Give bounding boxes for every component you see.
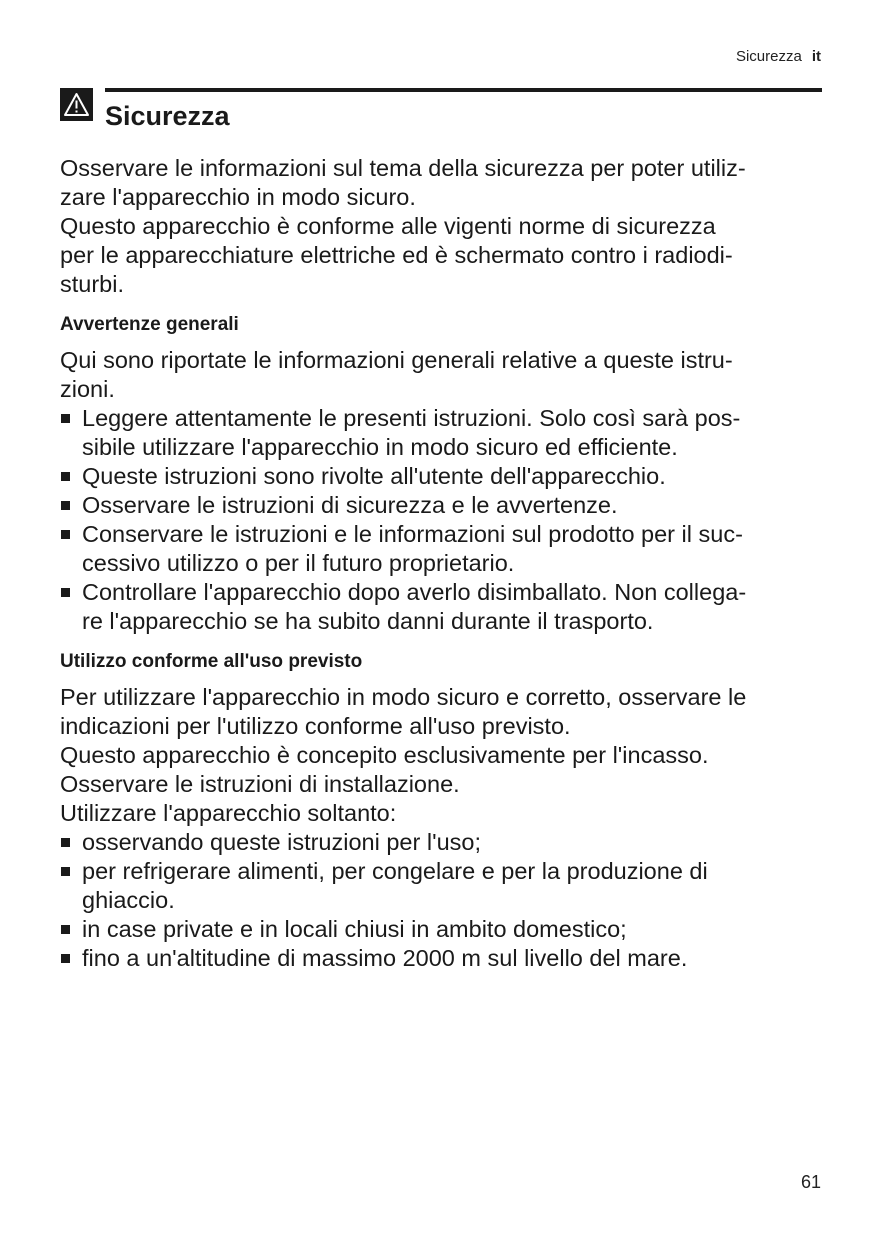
list-item-line: osservando queste istruzioni per l'uso; xyxy=(82,829,481,855)
intro-line: per le apparecchiature elettriche ed è schermato contro i radiodi- xyxy=(60,242,733,268)
list-item-line: re l'apparecchio se ha subito danni durante il trasporto. xyxy=(82,608,654,634)
general-list xyxy=(60,404,822,636)
list-item xyxy=(60,828,822,857)
list-item xyxy=(60,857,822,915)
list-item-line: ghiaccio. xyxy=(82,887,175,913)
intro-line: Osservare le informazioni sul tema della sicurezza per poter utiliz- xyxy=(60,155,746,181)
bullet-icon xyxy=(61,954,70,963)
header-section: Sicurezza xyxy=(735,48,802,65)
running-header xyxy=(736,48,821,65)
usage-intro-line: Per utilizzare l'apparecchio in modo sicuro e corretto, osservare le xyxy=(60,684,747,710)
intro-line: sturbi. xyxy=(60,271,124,297)
bullet-icon xyxy=(61,414,70,423)
list-item-line: Leggere attentamente le presenti istruzioni. Solo così sarà pos- xyxy=(82,405,741,431)
list-item xyxy=(60,944,822,973)
usage-list xyxy=(60,828,822,973)
list-item-line: Controllare l'apparecchio dopo averlo disimballato. Non collega- xyxy=(82,579,747,605)
list-item-line: fino a un'altitudine di massimo 2000 m sul livello del mare. xyxy=(82,945,688,971)
list-item-line: per refrigerare alimenti, per congelare e per la produzione di xyxy=(82,858,708,884)
general-intro-line: zioni. xyxy=(60,376,115,402)
general-heading: Avvertenze generali xyxy=(60,314,239,335)
list-item xyxy=(60,520,822,578)
bullet-icon xyxy=(61,501,70,510)
section-heading xyxy=(60,88,822,134)
list-item-line: in case private e in locali chiusi in ambito domestico; xyxy=(82,916,627,942)
usage-intro xyxy=(60,683,822,828)
bullet-icon xyxy=(61,530,70,539)
list-item xyxy=(60,578,822,636)
bullet-icon xyxy=(61,867,70,876)
list-item-line: Conservare le istruzioni e le informazioni sul prodotto per il suc- xyxy=(82,521,743,547)
section-title: Sicurezza xyxy=(105,101,230,131)
bullet-icon xyxy=(61,925,70,934)
intro-paragraph xyxy=(60,154,822,299)
usage-intro-line: Questo apparecchio è concepito esclusivamente per l'incasso. xyxy=(60,742,709,768)
list-item xyxy=(60,462,822,491)
usage-heading: Utilizzo conforme all'uso previsto xyxy=(60,651,363,672)
list-item xyxy=(60,915,822,944)
general-intro-line: Qui sono riportate le informazioni generali relative a queste istru- xyxy=(60,347,733,373)
usage-intro-line: Utilizzare l'apparecchio soltanto: xyxy=(60,800,397,826)
list-item-line: cessivo utilizzo o per il futuro proprietario. xyxy=(82,550,515,576)
page-number: 61 xyxy=(800,1172,821,1192)
header-lang: it xyxy=(811,48,821,65)
bullet-icon xyxy=(61,838,70,847)
list-item-line: sibile utilizzare l'apparecchio in modo sicuro ed efficiente. xyxy=(82,434,678,460)
list-item-line: Queste istruzioni sono rivolte all'utente dell'apparecchio. xyxy=(82,463,666,489)
intro-line: zare l'apparecchio in modo sicuro. xyxy=(60,184,416,210)
bullet-icon xyxy=(61,588,70,597)
page-content xyxy=(60,154,822,973)
general-intro xyxy=(60,346,822,404)
list-item xyxy=(60,491,822,520)
list-item xyxy=(60,404,822,462)
heading-rule xyxy=(105,88,822,92)
usage-intro-line: Osservare le istruzioni di installazione. xyxy=(60,771,460,797)
intro-line: Questo apparecchio è conforme alle vigenti norme di sicurezza xyxy=(60,213,716,239)
warning-icon xyxy=(60,88,93,121)
usage-intro-line: indicazioni per l'utilizzo conforme all'uso previsto. xyxy=(60,713,571,739)
list-item-line: Osservare le istruzioni di sicurezza e le avvertenze. xyxy=(82,492,618,518)
bullet-icon xyxy=(61,472,70,481)
